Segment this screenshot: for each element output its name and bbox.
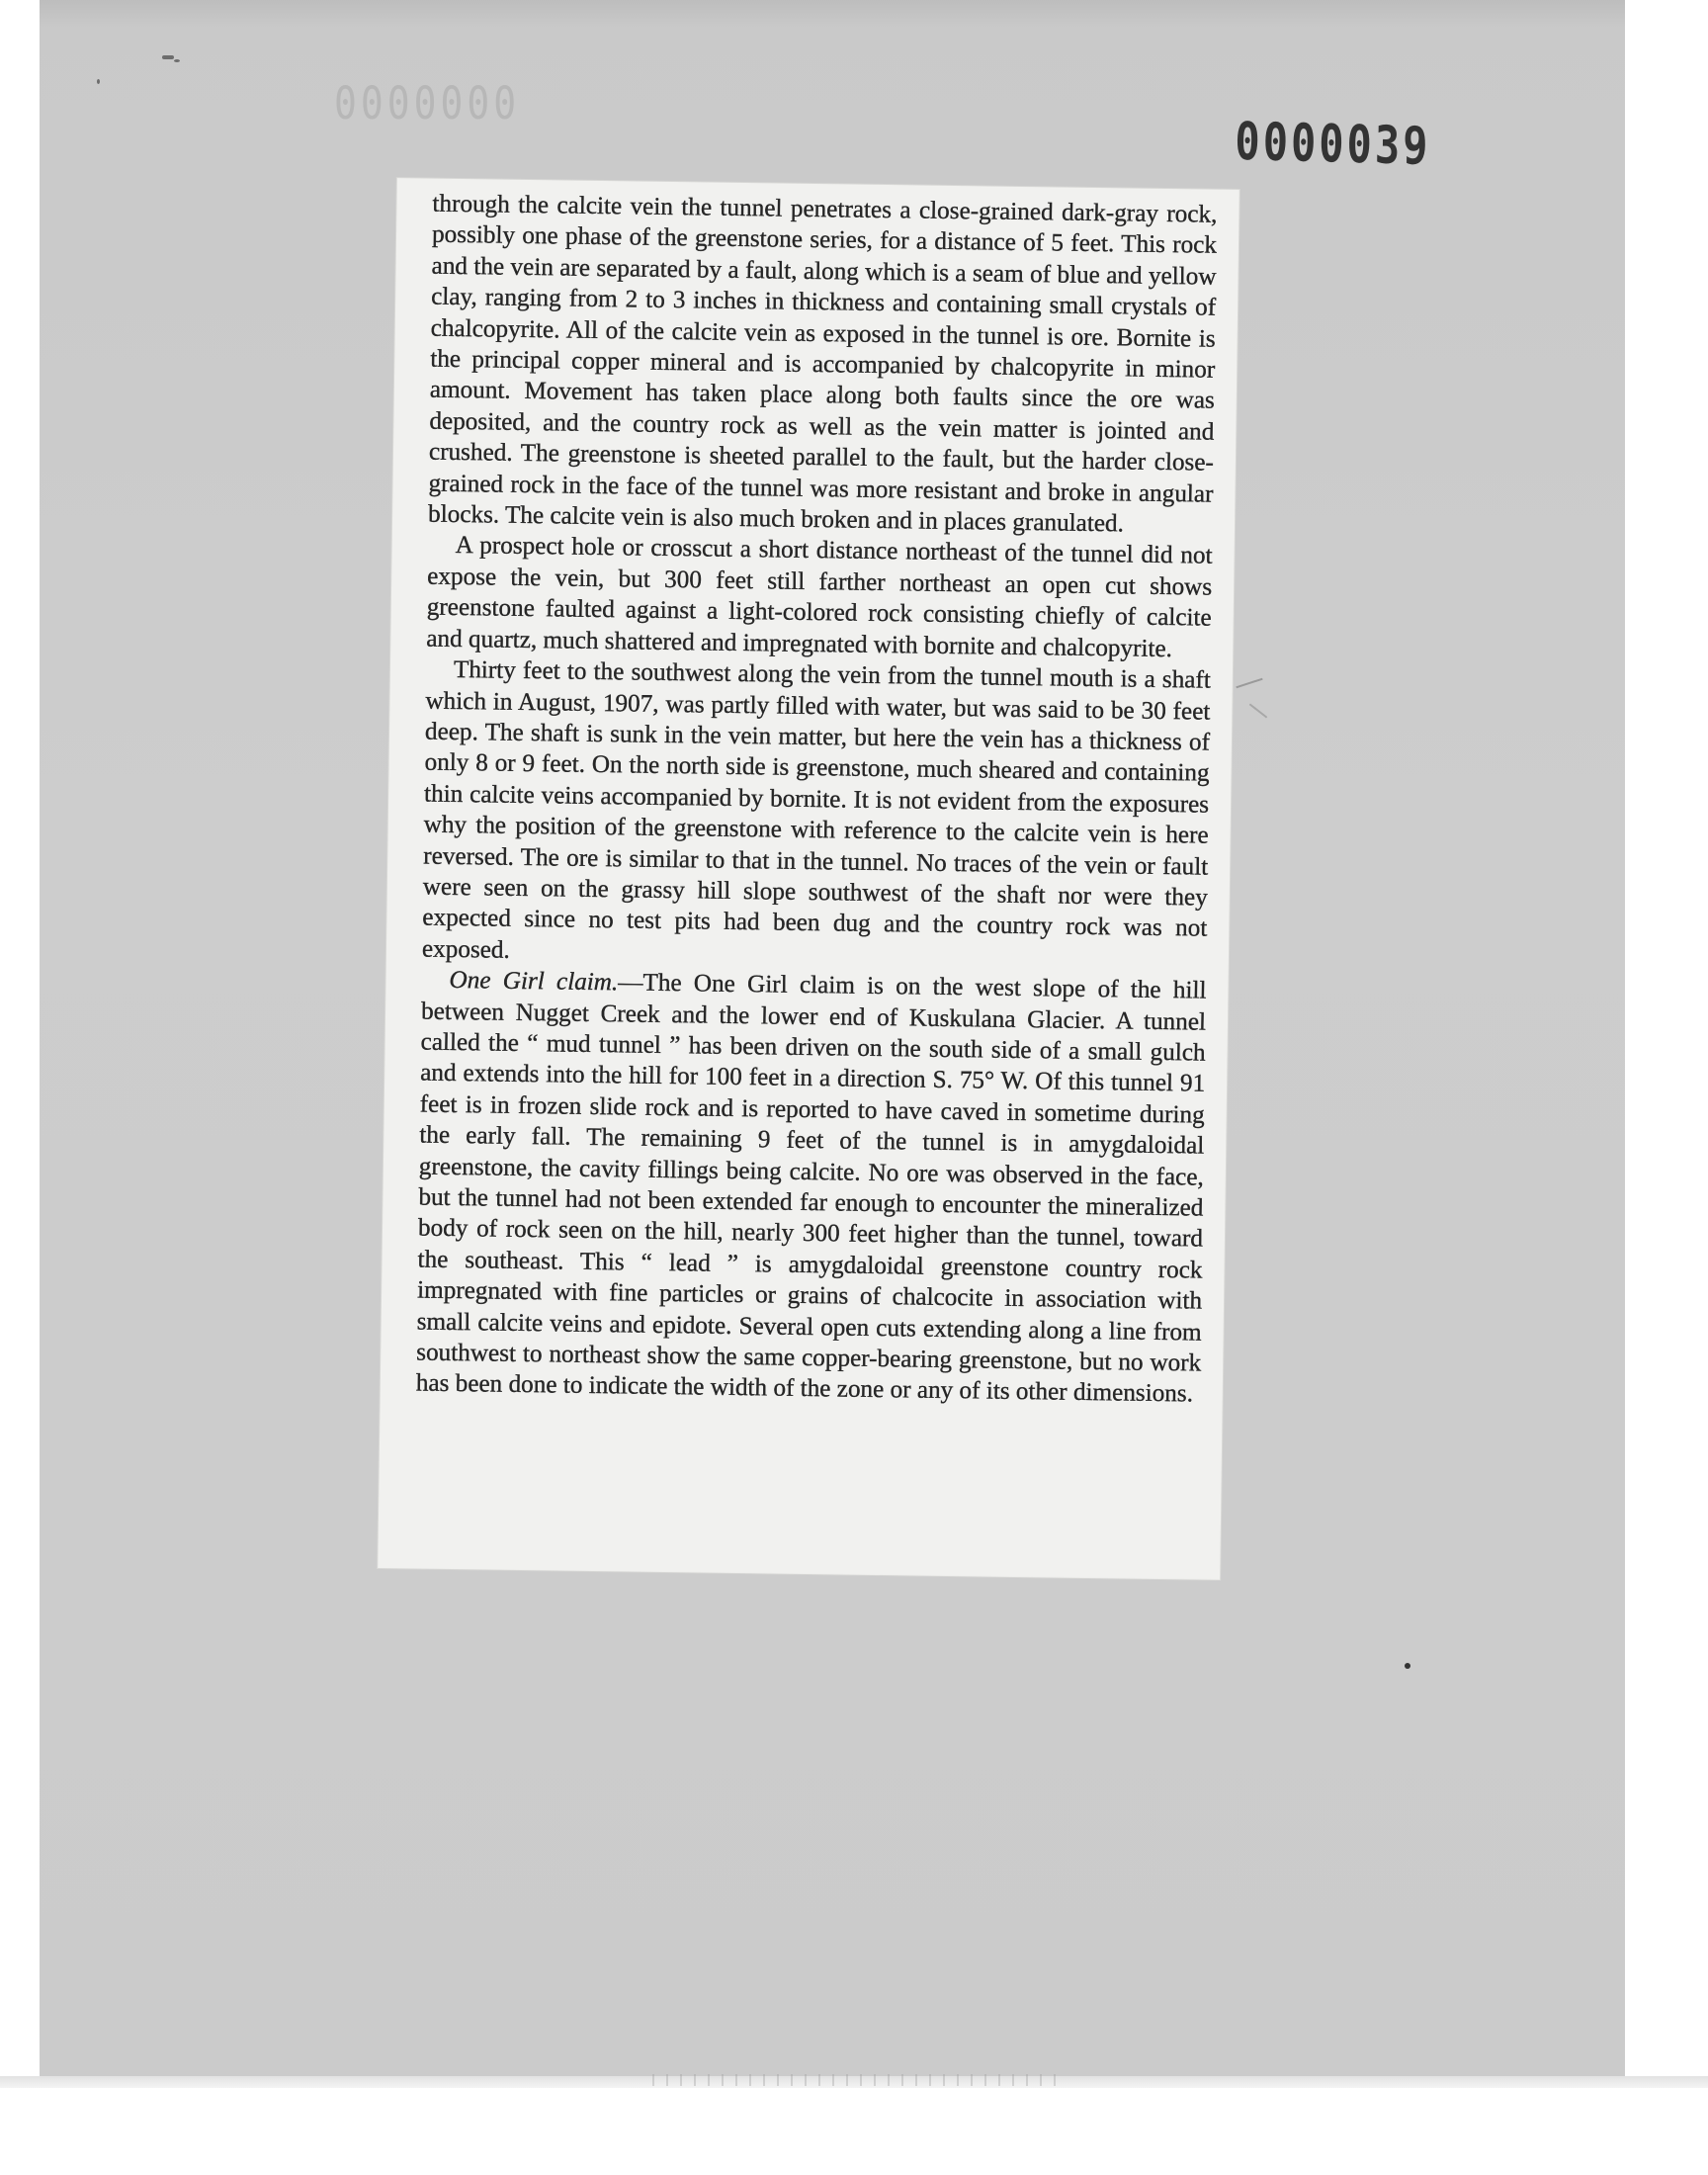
- paragraph-prospect-hole: A prospect hole or crosscut a short distance northeast of the tunnel did not expose the vein, but 300 feet still farther northeast an open cut shows greenstone faulted against a light-colored rock consisting chiefly of calcite and quartz, much shattered and impregnated with bornite and chalcopyrite.: [426, 532, 1213, 662]
- text-clipping: [378, 178, 1239, 1580]
- dust-speck: [97, 79, 100, 84]
- scan-top-shadow: [40, 0, 1625, 28]
- claim-text: —The One Girl claim is on the west slope of the hill between Nugget Creek and the lower end of Kuskulana Glacier. A tunnel called the “ mud tunnel ” has been driven on the south side of a small gulch and extends into the hill for 100 feet in a direction S. 75° W. Of this tunnel 91 feet is in frozen slide rock and is reported to have caved in sometime during the early fall. The remaining 9 feet of the tunnel is in amygdaloidal greenstone, the cavity fillings being calcite. No ore was observed in the face, but the tunnel had not been extended far enough to encounter the mineralized body of rock seen on the hill, nearly 300 feet higher than the tunnel, toward the southeast. This “ lead ” is amygdaloidal greenstone country rock impregnated with fine particles or grains of chalcocite in association with small calcite veins and epidote. Several open cuts extending along a line from southwest to northeast show the same copper-bearing greenstone, but no work has been done to indicate the width of the zone or any of its other dimensions.: [415, 969, 1207, 1408]
- paragraph-shaft: Thirty feet to the southwest along the vein from the tunnel mouth is a shaft which in August, 1907, was partly filled with water, but was said to be 30 feet deep. The shaft is sunk in the vein matter, but here the vein has a thickness of only 8 or 9 feet. On the north side is greenstone, much sheared and containing thin calcite veins accompanied by bornite. It is not evident from the exposures why the position of the greenstone with reference to the calcite vein is here reversed. The ore is similar to that in the tunnel. No traces of the vein or fault were seen on the grassy hill slope southwest of the shaft nor were they expected since no test pits had been dug and the country rock was not exposed.: [421, 656, 1212, 964]
- paragraph-one-girl-claim: [416, 965, 1207, 1411]
- page-number-stamp: 0000039: [1234, 111, 1431, 177]
- scanner-edge-marks: [652, 2074, 1068, 2086]
- paragraph-calcite-vein: through the calcite vein the tunnel penetrates a close-grained dark-gray rock, possibly one phase of the greenstone series, for a distance of 5 feet. This rock and the vein are separated by a fault, along which is a seam of blue and yellow clay, ranging from 2 to 3 inches in thickness and containing small crystals of chalcopyrite. All of the calcite vein as exposed in the tunnel is ore. Bornite is the principal copper mineral and is accompanied by chalcopyrite in minor amount. Movement has taken place along both faults since the ore was deposited, and the country rock as well as the vein matter is jointed and crushed. The greenstone is sheeted parallel to the fault, but the harder close-grained rock in the face of the tunnel was more resistant and broke in angular blocks. The calcite vein is also much broken and in places granulated.: [427, 190, 1218, 538]
- faded-page-stamp: 0000000: [334, 77, 521, 130]
- clipping-body: [416, 189, 1218, 1411]
- dust-speck: [162, 55, 174, 59]
- dust-speck: [174, 59, 180, 62]
- dust-speck: [1405, 1663, 1410, 1669]
- claim-heading: One Girl claim.: [449, 967, 619, 997]
